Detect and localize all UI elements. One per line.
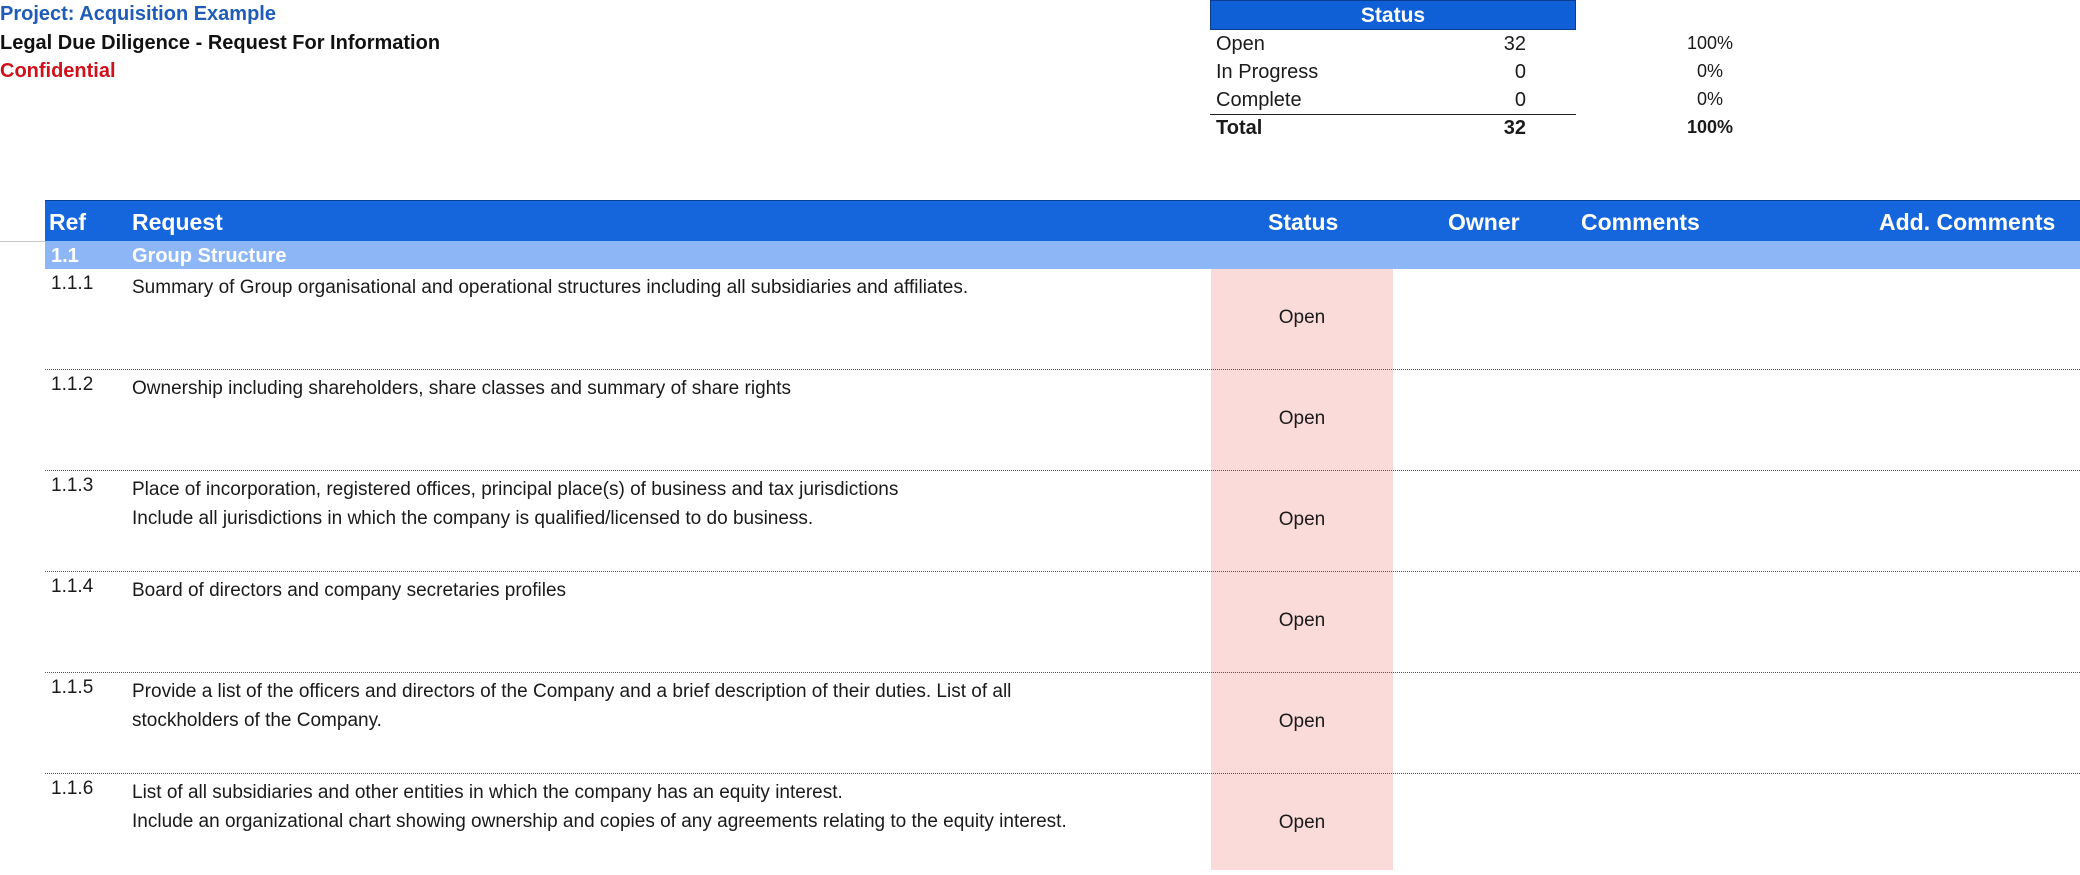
column-header-comments[interactable]: Comments <box>1581 209 1700 235</box>
request-line: List of all subsidiaries and other entities in which the company has an equity interest. <box>132 782 843 803</box>
column-header-add-comments[interactable]: Add. Comments <box>1879 209 2056 235</box>
column-header-request[interactable]: Request <box>132 209 223 235</box>
request-line: Include an organizational chart showing ownership and copies of any agreements relating to the equity interest. <box>132 811 1067 832</box>
row-ref: 1.1.3 <box>51 475 94 496</box>
summary-count: 0 <box>1514 89 1526 111</box>
section-title: Group Structure <box>132 245 287 267</box>
table-row[interactable] <box>45 471 2080 572</box>
document-title: Legal Due Diligence - Request For Information <box>0 32 441 54</box>
summary-percent: 100% <box>1686 33 1734 53</box>
summary-percent: 0% <box>1696 89 1723 109</box>
table-row[interactable] <box>45 774 2080 875</box>
summary-count: 0 <box>1514 61 1526 83</box>
row-ref: 1.1.5 <box>51 677 94 698</box>
column-header-owner[interactable]: Owner <box>1448 209 1520 235</box>
row-request <box>132 475 898 533</box>
summary-row-total <box>1216 114 1756 142</box>
row-ref: 1.1.6 <box>51 778 94 799</box>
table-row[interactable] <box>45 370 2080 471</box>
summary-label: In Progress <box>1216 61 1319 83</box>
row-ref: 1.1.1 <box>51 273 94 294</box>
row-ref: 1.1.4 <box>51 576 94 597</box>
table-row[interactable] <box>45 572 2080 673</box>
request-line: Ownership including shareholders, share classes and summary of share rights <box>132 378 791 399</box>
status-cell[interactable]: Open <box>1278 408 1326 429</box>
status-cell[interactable]: Open <box>1278 812 1326 833</box>
section-row[interactable] <box>45 241 2080 269</box>
request-line: Summary of Group organisational and operational structures including all subsidiaries and affiliates. <box>132 277 969 298</box>
project-title: Project: Acquisition Example <box>0 3 276 25</box>
gridline <box>0 241 46 242</box>
summary-label: Open <box>1216 33 1265 55</box>
summary-row-open <box>1216 30 1756 58</box>
request-line: Board of directors and company secretaries profiles <box>132 580 567 601</box>
section-ref: 1.1 <box>51 245 79 267</box>
table-header <box>45 200 2080 242</box>
confidential-label: Confidential <box>0 60 116 82</box>
row-request <box>132 778 1067 836</box>
column-header-ref[interactable]: Ref <box>49 209 87 235</box>
table-row[interactable] <box>45 269 2080 370</box>
row-request <box>132 677 1011 735</box>
status-cell[interactable]: Open <box>1278 711 1326 732</box>
request-line: Include all jurisdictions in which the company is qualified/licensed to do business. <box>132 508 814 529</box>
request-line: Provide a list of the officers and directors of the Company and a brief description of their duties. List of all <box>132 681 1012 702</box>
request-line: Place of incorporation, registered offices, principal place(s) of business and tax jurisdictions <box>132 479 899 500</box>
row-ref: 1.1.2 <box>51 374 94 395</box>
status-cell[interactable]: Open <box>1278 307 1326 328</box>
row-request <box>132 374 791 403</box>
summary-percent: 0% <box>1696 61 1723 81</box>
summary-label: Total <box>1216 117 1263 139</box>
status-summary-heading: Status <box>1210 0 1576 30</box>
summary-row-complete <box>1216 86 1756 114</box>
summary-count: 32 <box>1503 33 1526 55</box>
row-request <box>132 273 968 302</box>
row-request <box>132 576 566 605</box>
summary-count: 32 <box>1503 117 1526 139</box>
status-cell[interactable]: Open <box>1278 610 1326 631</box>
summary-percent: 100% <box>1686 117 1734 137</box>
status-cell[interactable]: Open <box>1278 509 1326 530</box>
summary-row-in-progress <box>1216 58 1756 86</box>
summary-label: Complete <box>1216 89 1302 111</box>
request-line: stockholders of the Company. <box>132 710 382 731</box>
table-row[interactable] <box>45 673 2080 774</box>
column-header-status[interactable]: Status <box>1268 209 1339 235</box>
